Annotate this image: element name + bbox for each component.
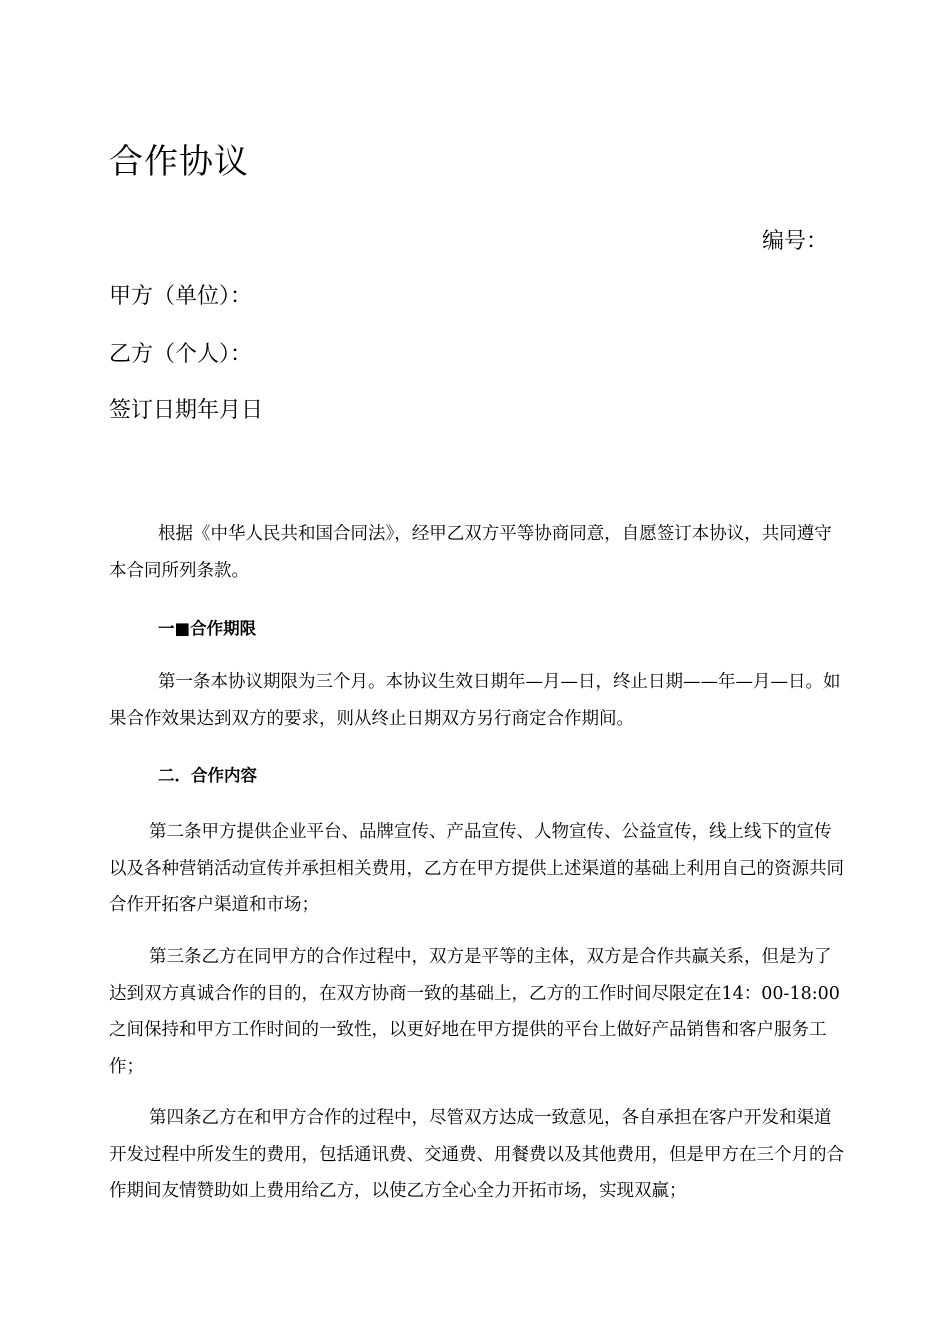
article-3-paragraph: 第三条乙方在同甲方的合作过程中，双方是平等的主体，双方是合作共赢关系，但是为了达到双方真诚合作的目的，在双方协商一致的基础上，乙方的工作时间尽限定在14：00-18:00之间保持和甲方工作时间的一致性，以更好地在甲方提供的平台上做好产品销售和客户服务工作； xyxy=(109,947,840,1077)
article-2-paragraph: 第二条甲方提供企业平台、品牌宣传、产品宣传、人物宣传、公益宣传，线上线下的宣传以及各种营销活动宣传并承担相关费用，乙方在甲方提供上述渠道的基础上利用自己的资源共同合作开拓客户渠道和市场； xyxy=(109,822,844,915)
party-a-field: 甲方（单位）： xyxy=(109,284,253,309)
section-heading-term: 一■合作期限 xyxy=(158,619,257,638)
party-b-field: 乙方（个人）： xyxy=(109,342,253,367)
article-1-paragraph: 第一条本协议期限为三个月。本协议生效日期年—月—日，终止日期——年—月—日。如果合作效果达到双方的要求，则从终止日期双方另行商定合作期间。 xyxy=(109,672,841,729)
sign-date-field: 签订日期年月日 xyxy=(109,398,264,423)
article-4-paragraph: 第四条乙方在和甲方合作的过程中，尽管双方达成一致意见，各自承担在客户开发和渠道开发过程中所发生的费用，包括通讯费、交通费、用餐费以及其他费用，但是甲方在三个月的合作期间友情赞助如上费用给乙方，以使乙方全心全力开拓市场，实现双赢； xyxy=(109,1108,844,1201)
document-title: 合作协议 xyxy=(109,142,249,182)
intro-paragraph: 根据《中华人民共和国合同法》，经甲乙双方平等协商同意，自愿签订本协议，共同遵守本合同所列条款。 xyxy=(109,524,832,581)
serial-number-label: 编号： xyxy=(762,229,829,254)
section-heading-content: 二．合作内容 xyxy=(158,766,257,785)
